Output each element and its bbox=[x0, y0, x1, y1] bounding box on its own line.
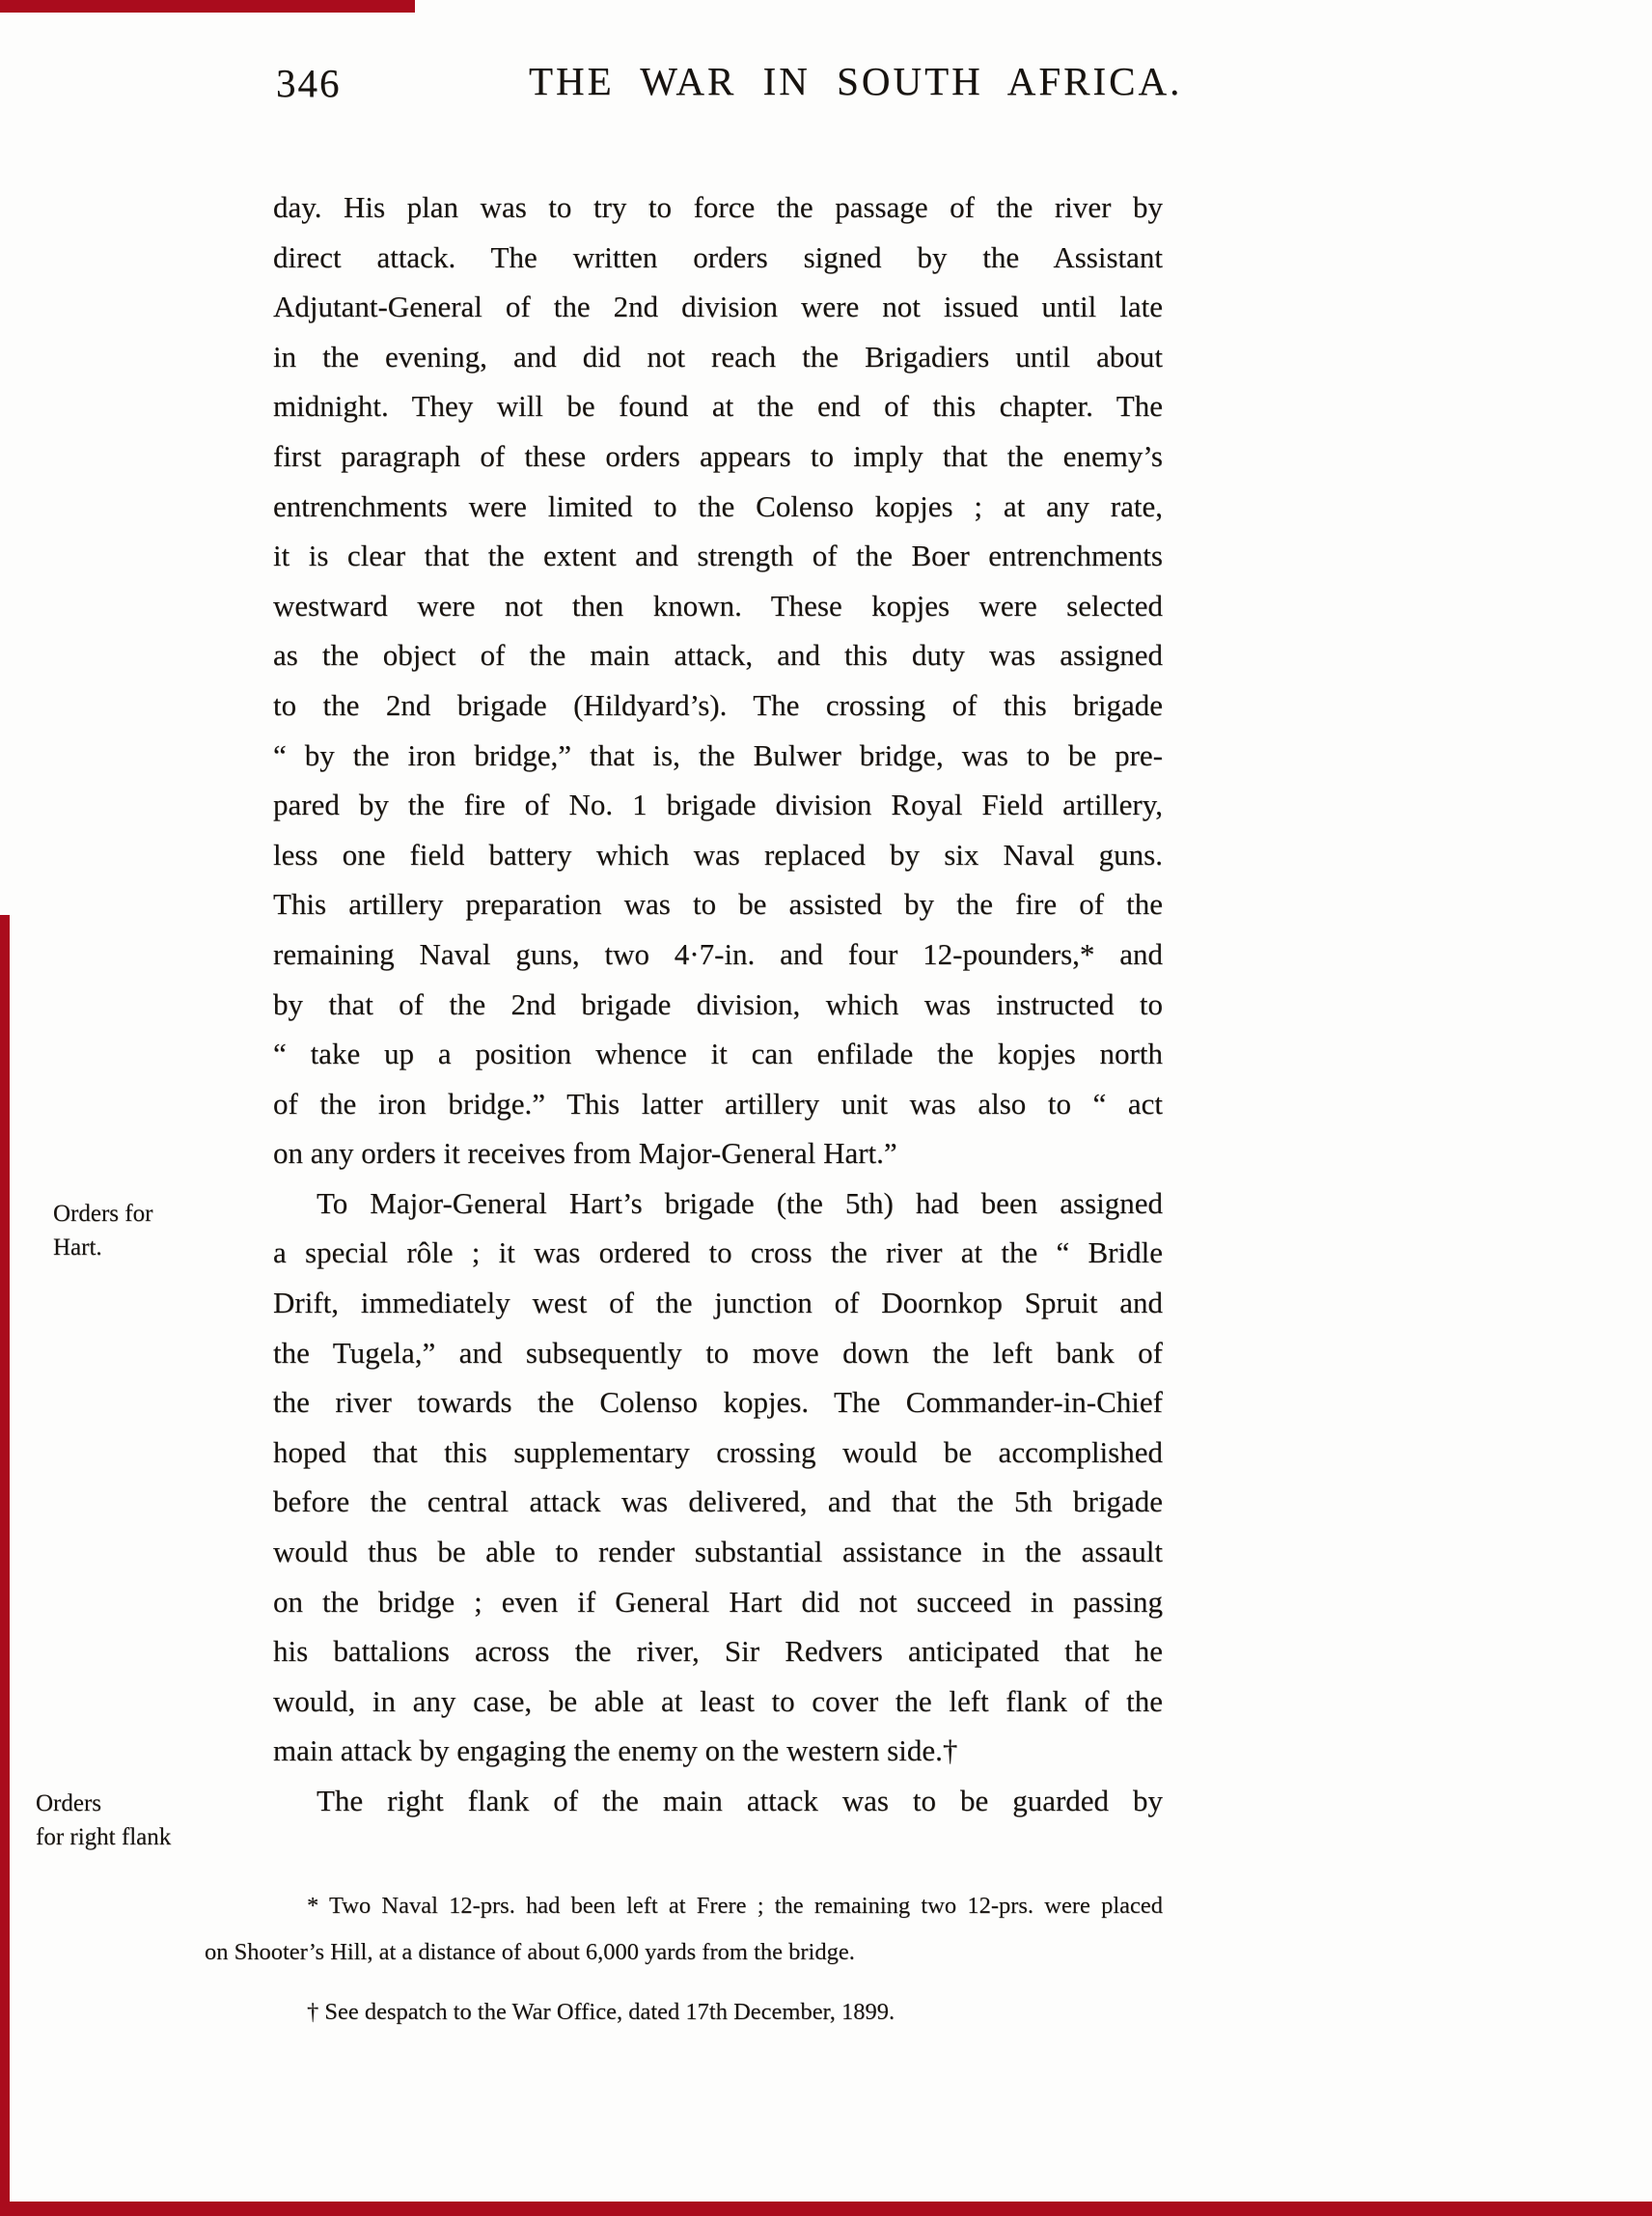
body-line: to the 2nd brigade (Hildyard’s). The crossing of this brigade bbox=[273, 687, 1163, 722]
body-line: before the central attack was delivered, and that the 5th brigade bbox=[273, 1484, 1163, 1519]
running-header-title: THE WAR IN SOUTH AFRICA. bbox=[529, 59, 1183, 103]
margin-note-line: Orders bbox=[36, 1790, 102, 1816]
margin-note-line: Hart. bbox=[53, 1234, 102, 1260]
body-line: less one field battery which was replaced by six Naval guns. bbox=[273, 837, 1163, 872]
margin-note-orders-for-hart bbox=[53, 1197, 256, 1264]
body-line: as the object of the main attack, and this duty was assigned bbox=[273, 638, 1163, 673]
footnote-line: * Two Naval 12-prs. had been left at Frere ; the remaining two 12-prs. were placed bbox=[307, 1893, 1163, 1919]
body-line: the Tugela,” and subsequently to move down the left bank of bbox=[273, 1335, 1163, 1370]
body-line: would, in any case, be able at least to cover the left flank of the bbox=[273, 1683, 1163, 1718]
footnotes-block bbox=[205, 1883, 1163, 2036]
body-line: Drift, immediately west of the junction of Doornkop Spruit and bbox=[273, 1286, 1163, 1320]
body-line: it is clear that the extent and strength of the Boer entrenchments bbox=[273, 539, 1163, 573]
body-line: entrenchments were limited to the Colenso kopjes ; at any rate, bbox=[273, 488, 1163, 523]
footnote-despatch bbox=[205, 1989, 1163, 2036]
body-line: This artillery preparation was to be assisted by the fire of the bbox=[273, 887, 1163, 922]
body-line: Adjutant-General of the 2nd division were not issued until late bbox=[273, 290, 1163, 324]
body-line: in the evening, and did not reach the Brigadiers until about bbox=[273, 339, 1163, 374]
body-line: a special rôle ; it was ordered to cross the river at the “ Bridle bbox=[273, 1235, 1163, 1270]
body-line: the river towards the Colenso kopjes. The Commander-in-Chief bbox=[273, 1385, 1163, 1420]
body-line: first paragraph of these orders appears to imply that the enemy’s bbox=[273, 438, 1163, 473]
body-line: direct attack. The written orders signed by the Assistant bbox=[273, 239, 1163, 274]
body-line: of the iron bridge.” This latter artillery unit was also to “ act bbox=[273, 1086, 1163, 1121]
body-line: main attack by engaging the enemy on the western side.† bbox=[273, 1733, 958, 1768]
margin-note-line: Orders for bbox=[53, 1201, 153, 1227]
body-text-block bbox=[273, 182, 1163, 1826]
body-line: on any orders it receives from Major-General Hart.” bbox=[273, 1136, 897, 1171]
page-number: 346 bbox=[276, 61, 342, 105]
body-line: “ by the iron bridge,” that is, the Bulwer bridge, was to be pre- bbox=[273, 737, 1163, 772]
body-line: his battalions across the river, Sir Redvers anticipated that he bbox=[273, 1634, 1163, 1669]
body-line: by that of the 2nd brigade division, which was instructed to bbox=[273, 986, 1163, 1021]
body-line: pared by the fire of No. 1 brigade division Royal Field artillery, bbox=[273, 788, 1163, 822]
scan-edge-bottom-mark bbox=[0, 2202, 1652, 2216]
body-line: The right flank of the main attack was to be guarded by bbox=[317, 1784, 1163, 1817]
body-line: would thus be able to render substantial assistance in the assault bbox=[273, 1535, 1163, 1569]
body-line: hoped that this supplementary crossing would be accomplished bbox=[273, 1434, 1163, 1469]
margin-note-orders-right-flank bbox=[36, 1787, 238, 1854]
margin-note-line: for right flank bbox=[36, 1824, 172, 1850]
scan-edge-top-mark bbox=[0, 0, 415, 13]
footnote-line: on Shooter’s Hill, at a distance of about 6,000 yards from the bridge. bbox=[205, 1939, 855, 1965]
body-line: remaining Naval guns, two 4·7-in. and four 12-pounders,* and bbox=[273, 936, 1163, 971]
body-line: on the bridge ; even if General Hart did not succeed in passing bbox=[273, 1584, 1163, 1619]
body-line: westward were not then known. These kopjes were selected bbox=[273, 588, 1163, 623]
body-line: To Major-General Hart’s brigade (the 5th) had been assigned bbox=[317, 1185, 1163, 1220]
footnote-line: † See despatch to the War Office, dated 17th December, 1899. bbox=[307, 1999, 895, 2025]
body-line: “ take up a position whence it can enfilade the kopjes north bbox=[273, 1037, 1163, 1071]
scan-edge-left-mark bbox=[0, 915, 10, 2216]
footnote-naval-guns bbox=[205, 1883, 1163, 1976]
body-line: midnight. They will be found at the end of this chapter. The bbox=[273, 389, 1163, 424]
body-line: day. His plan was to try to force the passage of the river by bbox=[273, 190, 1163, 224]
